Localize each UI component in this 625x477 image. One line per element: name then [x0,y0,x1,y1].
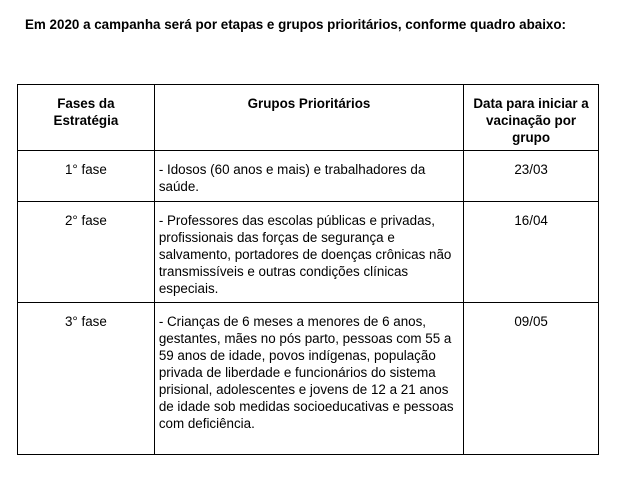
phase-cell: 1° fase [18,151,155,202]
intro-paragraph: Em 2020 a campanha será por etapas e grupos prioritários, conforme quadro abaixo: [25,17,567,32]
phase-cell: 3° fase [18,303,155,455]
date-cell: 23/03 [464,151,599,202]
table-row [18,151,599,202]
date-cell: 16/04 [464,202,599,303]
phase-cell: 2° fase [18,202,155,303]
groups-cell: - Crianças de 6 meses a menores de 6 anos, gestantes, mães no pós parto, pessoas com 55 a 59 anos de idade, povos indígenas, população privada de liberdade e funcionários do sistema prisional, adolescentes e jovens de 12 a 21 anos de idade sob medidas socioeducativas e pessoas com deficiência. [154,303,463,455]
vaccination-phases-table [17,84,599,455]
groups-cell: - Professores das escolas públicas e privadas, profissionais das forças de segurança e salvamento, portadores de doenças crônicas não transmissíveis e outras condições clínicas especiais. [154,202,463,303]
table-header-row [18,85,599,151]
header-start-date: Data para iniciar a vacinação por grupo [464,85,599,151]
date-cell: 09/05 [464,303,599,455]
groups-cell: - Idosos (60 anos e mais) e trabalhadores da saúde. [154,151,463,202]
header-priority-groups: Grupos Prioritários [154,85,463,151]
header-phases: Fases da Estratégia [18,85,155,151]
table-row [18,202,599,303]
table-row [18,303,599,455]
